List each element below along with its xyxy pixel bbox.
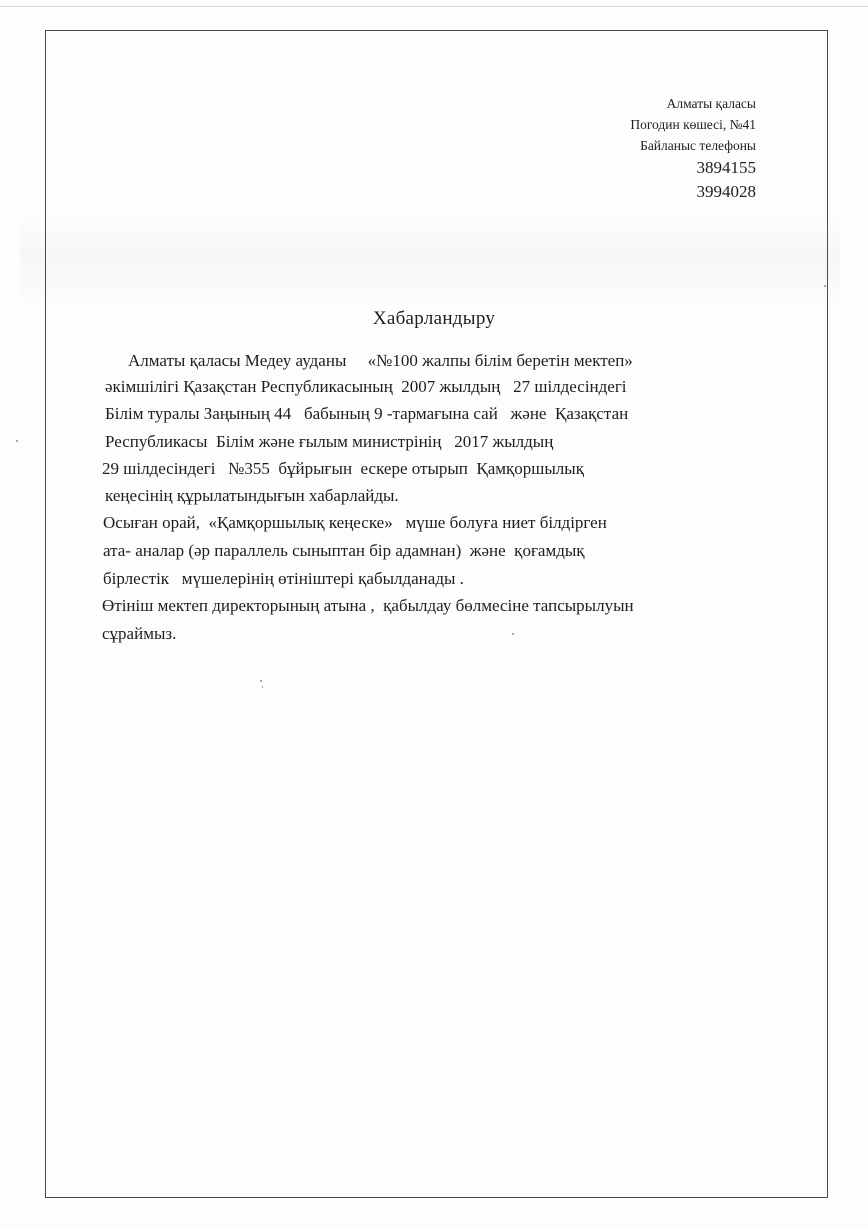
- scan-speck: [824, 285, 826, 287]
- body-line: бірлестік мүшелерінің өтініштері қабылданады .: [103, 569, 464, 588]
- body-line: әкімшілігі Қазақстан Республикасының 2007 жылдың 27 шілдесіндегі: [105, 377, 627, 396]
- scan-speck: [262, 686, 263, 688]
- body-line: Алматы қаласы Медеу ауданы «№100 жалпы білім беретін мектеп»: [128, 351, 633, 370]
- body-line: Республикасы Білім және ғылым министрінің 2017 жылдың: [105, 432, 554, 451]
- body-line: сұраймыз.: [102, 624, 177, 643]
- address-street: Погодин көшесі, №41: [630, 117, 756, 132]
- body-line: Өтініш мектеп директорының атына , қабылдау бөлмесіне тапсырылуын: [102, 596, 634, 615]
- scan-edge-line: [0, 6, 868, 7]
- sender-address-block: [630, 93, 756, 204]
- address-phone-label: Байланыс телефоны: [640, 138, 756, 153]
- scan-speck: [512, 633, 514, 635]
- body-line: ата- аналар (әр параллель сыныптан бір адамнан) және қоғамдық: [103, 541, 585, 560]
- address-city: Алматы қаласы: [666, 96, 756, 111]
- body-line: 29 шілдесіндегі №355 бұйрығын ескере отырып Қамқоршылық: [102, 459, 584, 478]
- scan-speck: [260, 680, 262, 682]
- address-phone-1: 3894155: [696, 158, 756, 177]
- body-line: кеңесінің құрылатындығын хабарлайды.: [105, 486, 399, 505]
- address-phone-2: 3994028: [696, 182, 756, 201]
- scan-speck: [16, 440, 18, 442]
- announcement-title: Хабарландыру: [372, 308, 496, 329]
- body-line: Осыған орай, «Қамқоршылық кеңеске» мүше болуға ниет білдірген: [103, 513, 607, 532]
- body-line: Білім туралы Заңының 44 бабының 9 -тармағына сай және Қазақстан: [105, 404, 629, 423]
